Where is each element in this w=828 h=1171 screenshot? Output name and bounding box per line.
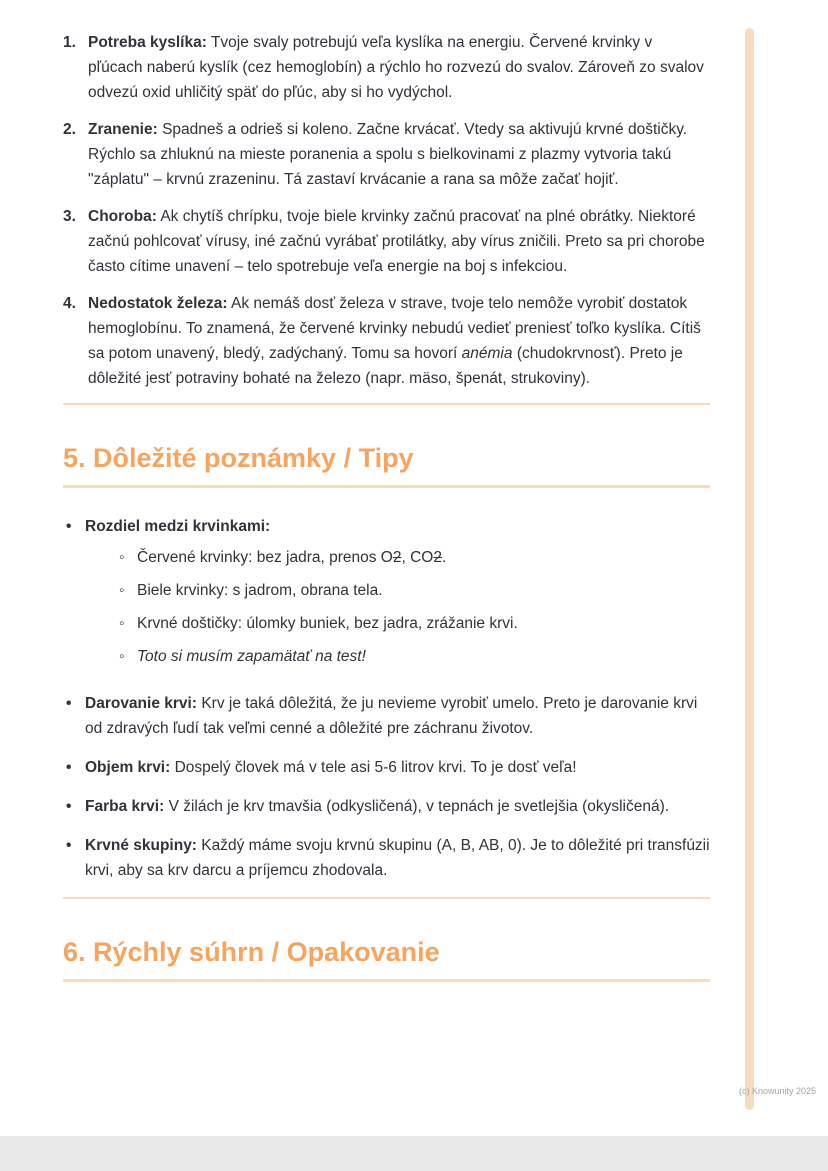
bullet-list-item bbox=[63, 755, 710, 780]
numbered-list-item bbox=[63, 204, 710, 279]
list-item-lead: Choroba: bbox=[88, 208, 157, 225]
section-5-heading: 5. Dôležité poznámky / Tipy bbox=[63, 441, 710, 488]
list-item-text bbox=[85, 514, 710, 677]
bullet-list-item bbox=[63, 794, 710, 819]
bullet-list-item bbox=[63, 514, 710, 677]
list-item-body: Krv je taká dôležitá, že ju nevieme vyrobiť umelo. Preto je darovanie krvi od zdravých ľudí tak veľmi cenné a dôležité pre záchranu životov. bbox=[85, 695, 698, 737]
list-item-text bbox=[85, 691, 710, 741]
list-item-lead: Zranenie: bbox=[88, 121, 158, 138]
sub-bullet-item bbox=[119, 611, 710, 636]
section-divider bbox=[63, 897, 710, 899]
sub-item-part: Červené krvinky: bez jadra, prenos O bbox=[137, 549, 393, 566]
list-item-text bbox=[88, 30, 710, 105]
circle-bullet-marker: ◦ bbox=[119, 648, 125, 665]
bullet-marker: • bbox=[66, 759, 72, 776]
sub-item-part: , CO bbox=[401, 549, 434, 566]
circle-bullet-marker: ◦ bbox=[119, 549, 125, 566]
sub-item-part: . bbox=[442, 549, 447, 566]
list-number: 1. bbox=[63, 34, 76, 51]
list-item-body: Každý máme svoju krvnú skupinu (A, B, AB, 0). Je to dôležité pri transfúzii krvi, aby sa krv darcu a príjemcu zhodovala. bbox=[85, 837, 710, 879]
bullet-marker: • bbox=[66, 837, 72, 854]
list-item-lead: Rozdiel medzi krvinkami: bbox=[85, 518, 271, 535]
sub-item-text bbox=[137, 545, 710, 570]
list-item-text bbox=[88, 204, 710, 279]
struck-text: 2 bbox=[433, 549, 442, 566]
copyright-notice: (c) Knowunity 2025 bbox=[738, 1086, 816, 1096]
list-item-body: Ak chytíš chrípku, tvoje biele krvinky začnú pracovať na plné obrátky. Niektoré začnú pohlcovať vírusy, iné začnú vyrábať protilátky, aby vírus zničili. Preto sa pri chorobe často cítime unavení – telo spotrebuje veľa energie na boj s infekciou. bbox=[88, 208, 705, 275]
list-number: 4. bbox=[63, 295, 76, 312]
sub-bullet-item bbox=[119, 644, 710, 669]
sub-item-text: Krvné doštičky: úlomky buniek, bez jadra, zrážanie krvi. bbox=[137, 615, 518, 632]
bullet-marker: • bbox=[66, 518, 72, 535]
list-item-italic: anémia bbox=[461, 345, 513, 362]
bullet-marker: • bbox=[66, 695, 72, 712]
list-item-text bbox=[85, 794, 710, 819]
list-item-lead: Farba krvi: bbox=[85, 798, 165, 815]
list-item-lead: Darovanie krvi: bbox=[85, 695, 197, 712]
list-item-lead: Krvné skupiny: bbox=[85, 837, 197, 854]
sub-item-text: Biele krvinky: s jadrom, obrana tela. bbox=[137, 582, 383, 599]
struck-text: 2 bbox=[392, 549, 402, 566]
bullet-list-item bbox=[63, 691, 710, 741]
numbered-list-item bbox=[63, 117, 710, 192]
list-item-lead: Objem krvi: bbox=[85, 759, 171, 776]
section-6-heading: 6. Rýchly súhrn / Opakovanie bbox=[63, 935, 710, 982]
list-item-body: Ak nemáš dosť železa v strave, tvoje telo nemôže vyrobiť dostatok hemoglobínu. To znamená, že červené krvinky nebudú vedieť preniesť toľko kyslíka. Cítiš sa potom unavený, bledý, zadýchaný. Tomu sa hovorí bbox=[88, 295, 701, 362]
list-item-text bbox=[88, 291, 710, 391]
list-item-lead: Nedostatok železa: bbox=[88, 295, 228, 312]
list-item-body: Spadneš a odrieš si koleno. Začne krvácať. Vtedy sa aktivujú krvné doštičky. Rýchlo sa zhluknú na mieste poranenia a spolu s bielkovinami z plazmy vytvoria takú "záplatu" – krvnú zrazeninu. Tá zastaví krvácanie a rana sa môže začať hojiť. bbox=[88, 121, 688, 188]
list-item-lead: Potreba kyslíka: bbox=[88, 34, 207, 51]
numbered-list-item bbox=[63, 291, 710, 391]
bullet-marker: • bbox=[66, 798, 72, 815]
circle-bullet-marker: ◦ bbox=[119, 615, 125, 632]
list-item-text bbox=[85, 755, 710, 780]
sub-item-text bbox=[137, 644, 710, 669]
sub-bullet-list bbox=[119, 545, 710, 669]
numbered-list-item bbox=[63, 30, 710, 105]
list-item-text bbox=[85, 833, 710, 883]
list-item-body: (chudokrvnosť). Preto je dôležité jesť potraviny bohaté na železo (napr. mäso, špenát, strukoviny). bbox=[88, 345, 683, 387]
list-number: 2. bbox=[63, 121, 76, 138]
sub-bullet-item bbox=[119, 545, 710, 570]
list-item-body: Dospelý človek má v tele asi 5-6 litrov krvi. To je dosť veľa! bbox=[174, 759, 577, 776]
circle-bullet-marker: ◦ bbox=[119, 582, 125, 599]
bullet-list-item bbox=[63, 833, 710, 883]
section-divider bbox=[63, 403, 710, 405]
list-item-text bbox=[88, 117, 710, 192]
sub-bullet-item bbox=[119, 578, 710, 603]
list-number: 3. bbox=[63, 208, 76, 225]
page-edge-decoration bbox=[745, 28, 754, 1110]
list-item-body: Tvoje svaly potrebujú veľa kyslíka na energiu. Červené krvinky v pľúcach naberú kyslík (cez hemoglobín) a rýchlo ho rozvezú do svalov. Zároveň zo svalov odvezú oxid uhličitý späť do pľúc, aby si ho vydýchol. bbox=[88, 34, 704, 101]
list-item-body: V žilách je krv tmavšia (odkysličená), v tepnách je svetlejšia (okysličená). bbox=[168, 798, 670, 815]
sub-item-italic: Toto si musím zapamätať na test! bbox=[137, 648, 366, 665]
